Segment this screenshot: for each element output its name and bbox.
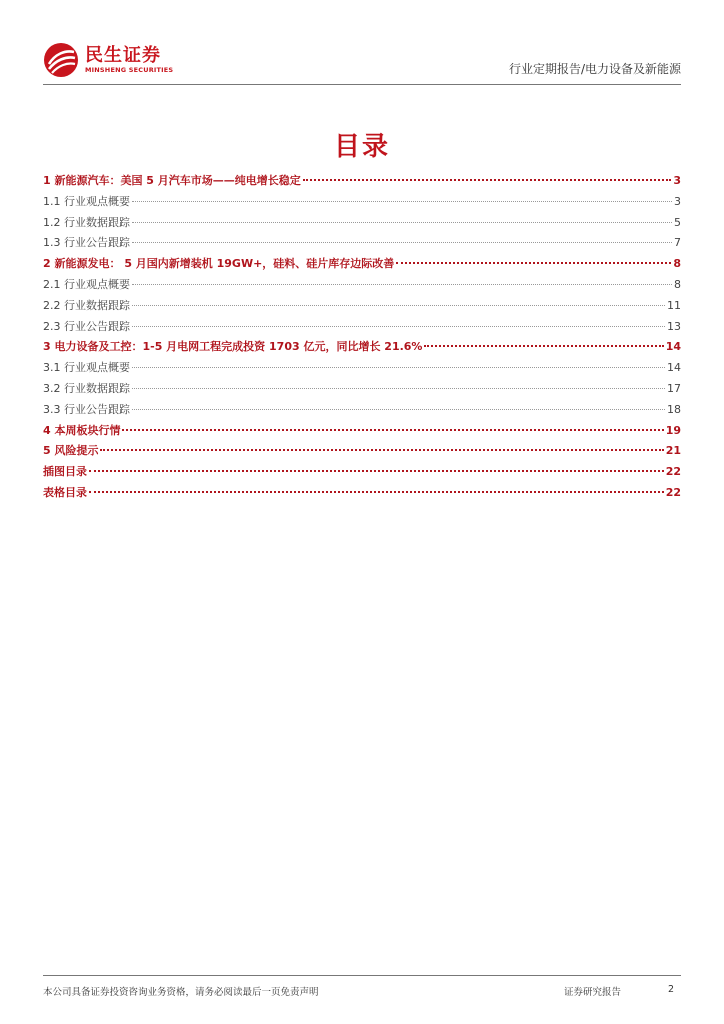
toc-title: 目录 xyxy=(333,132,390,162)
table-of-contents xyxy=(43,172,681,505)
brand-name-en: MINSHENG SECURITIES xyxy=(85,65,174,74)
page-number: 2 xyxy=(667,984,674,995)
toc-entry[interactable] xyxy=(43,338,681,359)
minsheng-logo-icon xyxy=(43,42,79,78)
toc-entry[interactable] xyxy=(43,193,681,214)
toc-entry-page: 3 xyxy=(674,194,681,208)
footer-divider xyxy=(43,975,681,976)
brand-logo xyxy=(43,42,173,78)
toc-entry[interactable] xyxy=(43,276,681,297)
toc-entry-title: 5 风险提示 xyxy=(43,444,99,458)
toc-entry-page: 22 xyxy=(665,485,681,499)
toc-entry-title: 1.1 行业观点概要 xyxy=(43,194,130,208)
page-header xyxy=(43,38,681,84)
toc-entry[interactable] xyxy=(43,484,681,505)
toc-entry[interactable] xyxy=(43,359,681,380)
brand-name-cn: 民生证券 xyxy=(85,44,161,66)
toc-entry-page: 5 xyxy=(674,215,681,229)
toc-entry-title: 1 新能源汽车：美国 5 月汽车市场——纯电增长稳定 xyxy=(43,174,301,187)
toc-leader-dots xyxy=(132,305,665,306)
toc-entry[interactable] xyxy=(43,463,681,484)
toc-entry-page: 19 xyxy=(665,423,681,437)
toc-leader-dots xyxy=(100,449,663,451)
toc-entry-page: 8 xyxy=(673,257,681,271)
toc-entry[interactable] xyxy=(43,380,681,401)
toc-entry-page: 13 xyxy=(667,319,681,333)
toc-leader-dots xyxy=(396,262,671,264)
toc-entry-title: 1.2 行业数据跟踪 xyxy=(43,215,130,229)
toc-entry-page: 22 xyxy=(665,465,681,479)
toc-leader-dots xyxy=(132,284,672,285)
report-type: 行业定期报告/电力设备及新能源 xyxy=(508,62,681,76)
toc-entry-title: 3.3 行业公告跟踪 xyxy=(43,402,130,416)
toc-leader-dots xyxy=(132,367,665,368)
toc-entry-page: 7 xyxy=(674,236,681,250)
toc-entry-page: 14 xyxy=(665,340,681,354)
toc-entry-title: 4 本周板块行情 xyxy=(43,423,121,437)
toc-entry-title: 2.3 行业公告跟踪 xyxy=(43,319,130,333)
toc-entry-title: 表格目录 xyxy=(43,485,87,499)
toc-entry-title: 2.2 行业数据跟踪 xyxy=(43,298,130,312)
toc-entry-page: 8 xyxy=(674,277,681,291)
header-divider xyxy=(43,84,681,85)
toc-leader-dots xyxy=(303,179,672,181)
toc-leader-dots xyxy=(132,201,672,202)
toc-entry[interactable] xyxy=(43,214,681,235)
toc-entry-title: 3.2 行业数据跟踪 xyxy=(43,381,130,395)
toc-entry-title: 3 电力设备及工控：1-5 月电网工程完成投资 1703 亿元，同比增长 21.6% xyxy=(43,340,423,354)
toc-entry[interactable] xyxy=(43,172,681,193)
toc-leader-dots xyxy=(424,345,663,347)
toc-entry-page: 18 xyxy=(667,402,681,416)
toc-entry-title: 2 新能源发电： 5 月国内新增装机 19GW+，硅料、硅片库存边际改善 xyxy=(43,257,395,271)
toc-entry-title: 2.1 行业观点概要 xyxy=(43,277,130,291)
toc-entry-page: 21 xyxy=(665,444,681,458)
footer-doc-type: 证券研究报告 xyxy=(563,987,621,998)
toc-leader-dots xyxy=(89,491,664,493)
toc-entry-page: 3 xyxy=(673,174,681,187)
toc-leader-dots xyxy=(122,429,663,431)
toc-entry[interactable] xyxy=(43,442,681,463)
toc-entry-page: 17 xyxy=(667,381,681,395)
footer-disclaimer: 本公司具备证券投资咨询业务资格，请务必阅读最后一页免责声明 xyxy=(43,987,319,998)
toc-entry-page: 11 xyxy=(667,298,681,312)
toc-leader-dots xyxy=(132,388,665,389)
toc-leader-dots xyxy=(132,326,665,327)
toc-leader-dots xyxy=(89,470,664,472)
toc-entry[interactable] xyxy=(43,234,681,255)
toc-leader-dots xyxy=(132,222,672,223)
toc-entry[interactable] xyxy=(43,401,681,422)
toc-leader-dots xyxy=(132,409,665,410)
toc-entry[interactable] xyxy=(43,422,681,443)
toc-entry[interactable] xyxy=(43,255,681,276)
toc-entry[interactable] xyxy=(43,297,681,318)
toc-entry-page: 14 xyxy=(667,361,681,375)
toc-entry-title: 1.3 行业公告跟踪 xyxy=(43,236,130,250)
toc-entry-title: 插图目录 xyxy=(43,465,87,479)
toc-leader-dots xyxy=(132,242,672,243)
toc-entry[interactable] xyxy=(43,318,681,339)
toc-entry-title: 3.1 行业观点概要 xyxy=(43,361,130,375)
